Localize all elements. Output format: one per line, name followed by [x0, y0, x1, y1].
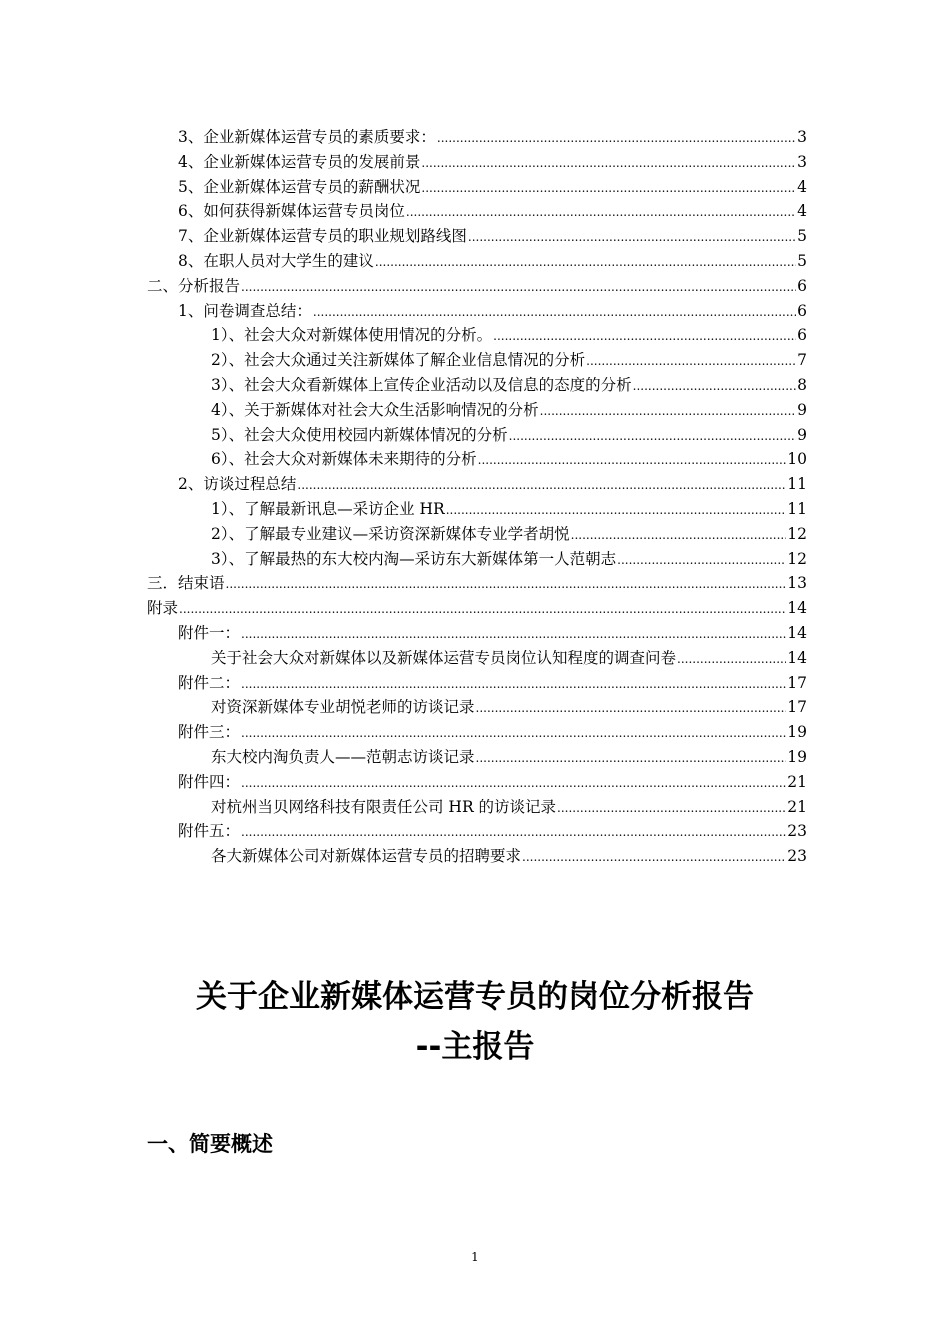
- toc-entry-title: 3）、了解最热的东大校内淘—采访东大新媒体第一人范朝志: [211, 549, 617, 568]
- toc-leader-dots: [375, 250, 796, 275]
- toc-leader-dots: [586, 349, 796, 374]
- toc-leader-dots: [241, 275, 796, 300]
- toc-entry-page: 21: [787, 797, 807, 816]
- toc-entry-page: 4: [797, 177, 807, 196]
- toc-entry-title: 2）、社会大众通过关注新媒体了解企业信息情况的分析: [211, 351, 586, 370]
- toc-entry-title: 6）、社会大众对新媒体未来期待的分析: [211, 450, 477, 469]
- toc-entry-title: 3、企业新媒体运营专员的素质要求：: [178, 128, 436, 146]
- toc-entry-page: 6: [797, 301, 807, 320]
- toc-entry-page: 12: [787, 524, 807, 543]
- toc-entry-page: 12: [787, 549, 807, 568]
- toc-leader-dots: [313, 300, 796, 325]
- toc-leader-dots: [571, 523, 787, 548]
- toc-entry-page: 23: [787, 847, 807, 866]
- toc-entry-title: 1）、社会大众对新媒体使用情况的分析。: [211, 326, 493, 345]
- toc-entry-page: 14: [787, 648, 807, 667]
- toc-entry-page: 9: [797, 425, 807, 444]
- toc-entry-title: 4、企业新媒体运营专员的发展前景: [178, 152, 421, 171]
- toc-leader-dots: [241, 672, 786, 697]
- toc-leader-dots: [406, 200, 796, 225]
- toc-entry[interactable]: [147, 224, 807, 249]
- toc-entry[interactable]: [147, 249, 807, 274]
- toc-entry-title: 附件四：: [178, 772, 241, 791]
- toc-leader-dots: [557, 796, 786, 821]
- toc-entry-title: 附件五：: [178, 822, 241, 841]
- toc-entry[interactable]: [147, 175, 807, 200]
- report-title: [0, 972, 950, 1072]
- toc-entry[interactable]: [147, 125, 807, 150]
- toc-leader-dots: [241, 721, 786, 746]
- toc-leader-dots: [226, 572, 787, 597]
- toc-entry[interactable]: [147, 621, 807, 646]
- toc-entry-title: 4）、关于新媒体对社会大众生活影响情况的分析: [211, 400, 539, 419]
- toc-entry[interactable]: [147, 844, 807, 869]
- toc-entry-page: 5: [797, 251, 807, 270]
- toc-entry[interactable]: [147, 398, 807, 423]
- toc-entry[interactable]: [147, 447, 807, 472]
- toc-leader-dots: [241, 622, 786, 647]
- toc-entry-title: 5、企业新媒体运营专员的薪酬状况: [178, 177, 421, 196]
- toc-entry-title: 对杭州当贝网络科技有限责任公司 HR 的访谈记录: [211, 797, 557, 816]
- toc-leader-dots: [421, 151, 796, 176]
- toc-leader-dots: [241, 771, 786, 796]
- toc-leader-dots: [297, 473, 786, 498]
- toc-entry-title: 关于社会大众对新媒体以及新媒体运营专员岗位认知程度的调查问卷: [211, 648, 677, 667]
- toc-entry[interactable]: [147, 596, 807, 621]
- toc-entry-title: 附件二：: [178, 673, 241, 692]
- toc-entry[interactable]: [147, 646, 807, 671]
- toc-entry-page: 9: [797, 400, 807, 419]
- toc-entry-page: 7: [797, 351, 807, 370]
- toc-entry[interactable]: [147, 770, 807, 795]
- toc-entry-page: 21: [787, 772, 807, 791]
- toc-entry-page: 13: [787, 574, 807, 593]
- toc-leader-dots: [633, 374, 797, 399]
- toc-entry-title: 附录: [147, 599, 179, 618]
- toc-entry-page: 17: [787, 698, 807, 717]
- toc-leader-dots: [468, 225, 796, 250]
- toc-entry-page: 11: [787, 499, 807, 518]
- toc-entry-page: 11: [787, 475, 807, 494]
- toc-entry-title: 附件一：: [178, 623, 241, 642]
- toc-entry-title: 5）、社会大众使用校园内新媒体情况的分析: [211, 425, 508, 444]
- toc-entry-page: 19: [787, 723, 807, 742]
- toc-leader-dots: [540, 399, 797, 424]
- toc-entry-title: 二、分析报告: [147, 276, 241, 295]
- toc-entry[interactable]: [147, 323, 807, 348]
- toc-entry-page: 19: [787, 747, 807, 766]
- toc-leader-dots: [493, 324, 796, 349]
- toc-entry[interactable]: [147, 299, 807, 324]
- toc-entry-page: 14: [787, 599, 807, 618]
- toc-leader-dots: [241, 820, 786, 845]
- toc-entry-page: 4: [797, 202, 807, 221]
- toc-entry[interactable]: [147, 795, 807, 820]
- toc-entry-title: 对资深新媒体专业胡悦老师的访谈记录: [211, 698, 475, 717]
- toc-leader-dots: [446, 498, 787, 523]
- toc-entry-page: 8: [797, 375, 807, 394]
- report-title-line2: --主报告: [415, 1029, 535, 1065]
- toc-entry-title: 三．结束语: [147, 574, 225, 593]
- toc-leader-dots: [478, 448, 787, 473]
- toc-entry-page: 5: [797, 227, 807, 246]
- toc-entry-title: 2）、了解最专业建议—采访资深新媒体专业学者胡悦: [211, 524, 570, 543]
- toc-entry-title: 1、问卷调查总结：: [178, 301, 312, 320]
- toc-entry[interactable]: [147, 150, 807, 175]
- toc-leader-dots: [509, 424, 797, 449]
- toc-entry[interactable]: [147, 373, 807, 398]
- toc-entry[interactable]: [147, 819, 807, 844]
- toc-leader-dots: [179, 597, 786, 622]
- toc-leader-dots: [476, 746, 787, 771]
- toc-entry[interactable]: [147, 348, 807, 373]
- toc-entry[interactable]: [147, 199, 807, 224]
- toc-entry-page: 3: [797, 128, 807, 146]
- toc-entry-page: 23: [787, 822, 807, 841]
- toc-entry[interactable]: [147, 497, 807, 522]
- toc-entry-title: 1）、了解最新讯息—采访企业 HR: [211, 499, 445, 518]
- toc-entry[interactable]: [147, 695, 807, 720]
- report-title-line1: 关于企业新媒体运营专员的岗位分析报告: [196, 979, 754, 1015]
- section-heading: 一、简要概述: [147, 1132, 273, 1156]
- toc-entry[interactable]: [147, 472, 807, 497]
- toc-entry[interactable]: [147, 522, 807, 547]
- toc-leader-dots: [677, 647, 786, 672]
- toc-entry[interactable]: [147, 720, 807, 745]
- toc-entry-title: 2、访谈过程总结: [178, 475, 297, 494]
- toc-entry-page: 10: [787, 450, 807, 469]
- toc-entry[interactable]: [147, 423, 807, 448]
- toc-leader-dots: [476, 696, 787, 721]
- toc-leader-dots: [617, 548, 786, 573]
- toc-entry-title: 6、如何获得新媒体运营专员岗位: [178, 202, 405, 221]
- toc-entry-title: 3）、社会大众看新媒体上宣传企业活动以及信息的态度的分析: [211, 375, 632, 394]
- toc-leader-dots: [522, 845, 786, 870]
- toc-entry[interactable]: [147, 571, 807, 596]
- toc-entry-title: 7、企业新媒体运营专员的职业规划路线图: [178, 227, 467, 246]
- toc-entry-page: 14: [787, 623, 807, 642]
- toc-entry[interactable]: [147, 547, 807, 572]
- toc-entry-title: 各大新媒体公司对新媒体运营专员的招聘要求: [211, 847, 522, 866]
- toc-leader-dots: [421, 176, 796, 201]
- toc-leader-dots: [437, 126, 796, 151]
- toc-entry-page: 3: [797, 152, 807, 171]
- toc-entry-page: 6: [797, 276, 807, 295]
- toc-entry-title: 附件三：: [178, 723, 241, 742]
- table-of-contents: [147, 125, 807, 869]
- toc-entry-page: 6: [797, 326, 807, 345]
- toc-entry-title: 东大校内淘负责人——范朝志访谈记录: [211, 747, 475, 766]
- toc-entry-title: 8、在职人员对大学生的建议: [178, 251, 374, 270]
- page-number: 1: [471, 1250, 479, 1264]
- toc-entry[interactable]: [147, 274, 807, 299]
- toc-entry[interactable]: [147, 745, 807, 770]
- toc-entry[interactable]: [147, 671, 807, 696]
- toc-entry-page: 17: [787, 673, 807, 692]
